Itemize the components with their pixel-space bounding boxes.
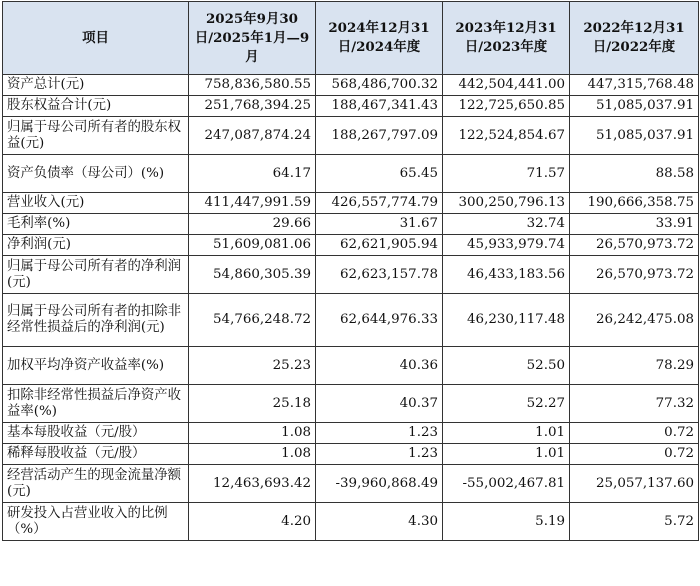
row-value: 31.67 [316,214,443,235]
table-row [3,347,699,385]
table-row [3,444,699,465]
row-label: 净利润(元) [3,235,189,256]
row-value: 300,250,796.13 [443,193,570,214]
table-row [3,256,699,294]
row-value: -39,960,868.49 [316,465,443,503]
row-value: 1.23 [316,444,443,465]
table-row [3,96,699,117]
row-value: 26,242,475.08 [570,294,699,347]
row-value: 247,087,874.24 [189,117,316,155]
row-label: 毛利率(%) [3,214,189,235]
row-value: 1.08 [189,423,316,444]
row-value: 62,644,976.33 [316,294,443,347]
financial-table [2,1,699,541]
row-label: 基本每股收益（元/股） [3,423,189,444]
row-value: 12,463,693.42 [189,465,316,503]
row-value: 40.36 [316,347,443,385]
row-label: 资产总计(元) [3,75,189,96]
row-value: 54,766,248.72 [189,294,316,347]
table-row [3,193,699,214]
row-value: 0.72 [570,444,699,465]
row-value: 62,621,905.94 [316,235,443,256]
header-period: 2022年12月31日/2022年度 [570,2,699,75]
row-label: 归属于母公司所有者的扣除非经常性损益后的净利润(元) [3,294,189,347]
header-period: 2025年9月30日/2025年1月—9月 [189,2,316,75]
row-value: 52.50 [443,347,570,385]
row-value: 4.20 [189,503,316,541]
row-value: 251,768,394.25 [189,96,316,117]
row-value: 1.01 [443,444,570,465]
header-period: 2024年12月31日/2024年度 [316,2,443,75]
row-value: 188,267,797.09 [316,117,443,155]
row-value: 190,666,358.75 [570,193,699,214]
row-label: 扣除非经常性损益后净资产收益率(%) [3,385,189,423]
row-label: 归属于母公司所有者的净利润(元) [3,256,189,294]
row-value: 411,447,991.59 [189,193,316,214]
row-value: 447,315,768.48 [570,75,699,96]
table-row [3,155,699,193]
row-value: 46,230,117.48 [443,294,570,347]
row-value: 29.66 [189,214,316,235]
row-label: 资产负债率（母公司）(%) [3,155,189,193]
table-row [3,294,699,347]
row-value: 54,860,305.39 [189,256,316,294]
header-period: 2023年12月31日/2023年度 [443,2,570,75]
row-value: 5.19 [443,503,570,541]
row-label: 股东权益合计(元) [3,96,189,117]
table-row [3,117,699,155]
row-value: 122,725,650.85 [443,96,570,117]
row-label: 研发投入占营业收入的比例（%） [3,503,189,541]
row-value: 442,504,441.00 [443,75,570,96]
row-value: 1.08 [189,444,316,465]
row-value: 46,433,183.56 [443,256,570,294]
row-value: 62,623,157.78 [316,256,443,294]
row-value: 52.27 [443,385,570,423]
row-value: 77.32 [570,385,699,423]
row-value: 45,933,979.74 [443,235,570,256]
table-row [3,75,699,96]
header-row [3,2,699,75]
row-value: 568,486,700.32 [316,75,443,96]
row-value: -55,002,467.81 [443,465,570,503]
header-item: 项目 [3,2,189,75]
row-value: 40.37 [316,385,443,423]
row-value: 4.30 [316,503,443,541]
table-row [3,214,699,235]
row-value: 51,609,081.06 [189,235,316,256]
table-row [3,423,699,444]
row-value: 33.91 [570,214,699,235]
table-row [3,385,699,423]
table-row [3,235,699,256]
row-value: 51,085,037.91 [570,96,699,117]
row-label: 营业收入(元) [3,193,189,214]
row-value: 1.23 [316,423,443,444]
row-label: 归属于母公司所有者的股东权益(元) [3,117,189,155]
row-value: 64.17 [189,155,316,193]
row-value: 0.72 [570,423,699,444]
row-value: 188,467,341.43 [316,96,443,117]
row-value: 25.23 [189,347,316,385]
table-body [3,75,699,541]
table-row [3,503,699,541]
row-value: 5.72 [570,503,699,541]
row-value: 758,836,580.55 [189,75,316,96]
row-value: 26,570,973.72 [570,256,699,294]
row-value: 71.57 [443,155,570,193]
row-value: 51,085,037.91 [570,117,699,155]
row-label: 加权平均净资产收益率(%) [3,347,189,385]
row-value: 1.01 [443,423,570,444]
row-value: 426,557,774.79 [316,193,443,214]
row-value: 25.18 [189,385,316,423]
row-value: 65.45 [316,155,443,193]
row-value: 32.74 [443,214,570,235]
row-value: 88.58 [570,155,699,193]
row-value: 78.29 [570,347,699,385]
row-label: 经营活动产生的现金流量净额(元) [3,465,189,503]
row-value: 122,524,854.67 [443,117,570,155]
row-value: 25,057,137.60 [570,465,699,503]
table-row [3,465,699,503]
row-label: 稀释每股收益（元/股） [3,444,189,465]
row-value: 26,570,973.72 [570,235,699,256]
